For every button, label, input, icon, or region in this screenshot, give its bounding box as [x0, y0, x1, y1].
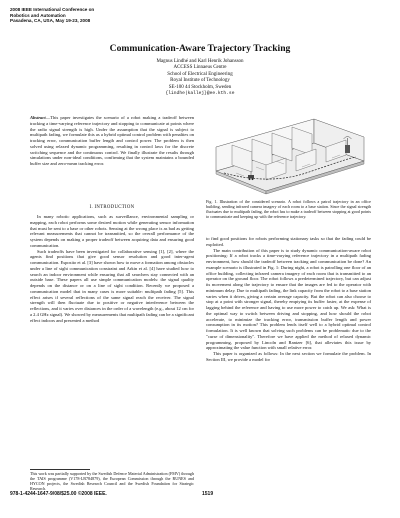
office-floor-illustration [206, 113, 371, 197]
conference-header [10, 7, 94, 24]
introduction-body [30, 214, 194, 323]
body-paragraph: The main contribution of this paper is to study dynamic communication-aware robot positioning: If a robot tracks a time-varying reference trajectory in a multipath fading environment, how should the tradeoff between tracking and communication be done? An example scenario is illustrated in Fig. 1: During night, a robot is patrolling one floor of an office building, collecting infrared camera imagery of each room that is transmitted to an operator on the ground floor. The robot follows a predetermined trajectory, but can adjust its movement along the trajectory to ensure that the images are fed to the operator with minimum delay. Due to multipath fading, the link capacity from the robot to a base station varies when it drives, giving a certain average capacity. But the robot can also choose to stop at a point with stronger signal, thereby emptying its buffer faster, at the expense of lagging behind the reference and having to use more power to catch up. We ask: What is the optimal way to switch between driving and stopping, and how should the robot accelerate, to minimize the tracking error, transmission buffer length and power consumption in its motion? This problem lends itself well to a hybrid optimal control formulation. It is well known that solving such problems can be problematic due to the "curse of dimensionality". Therefore we have applied the method of relaxed dynamic programming, proposed by Lincoln and Rantzer [6], that alleviates this issue by approximating the value function with small relative error. [206, 247, 371, 351]
intro-paragraph: In many robotic applications, such as surveillance, environmental sampling or mapping, each robot performs some desired motion while generating sensor information that must be sent to a base or other robots. Sensing at the wrong place is as bad as getting relevant measurements that cannot be transmitted, so the overall performance of the system depends on making a proper tradeoff between acquiring data and ensuring good communication. [30, 214, 194, 248]
affiliation-1: ACCESS Linnaeus Centre [173, 65, 227, 71]
affiliation-3: Royal Institute of Technology [170, 78, 230, 84]
conference-line-2: Robotics and Automation [10, 12, 66, 18]
abstract [30, 115, 194, 167]
figure-caption: Fig. 1. Illustration of the considered scenario. A robot follows a patrol trajectory in an office building, sending infrared camera imagery of each room to a base station. Since the signal strength fluctuates due to multipath fading, the robot has to make a tradeoff between stopping at good points to communicate and keeping up with the reference trajectory. [206, 199, 371, 219]
affiliation-2: School of Electrical Engineering [167, 71, 233, 77]
conference-line-1: 2008 IEEE International Conference on [10, 7, 95, 12]
conference-line-3: Pasadena, CA, USA, May 19-23, 2008 [10, 18, 91, 24]
section-heading-introduction: I. INTRODUCTION [89, 205, 135, 210]
page-number: 1519 [202, 491, 214, 497]
author-email: {lindhe|kallej}@ee.kth.se [165, 91, 235, 97]
copyright-notice: 978-1-4244-1647-9/08/$25.00 ©2008 IEEE. [10, 491, 107, 497]
footnote-rule [30, 469, 90, 470]
right-column-body [206, 236, 371, 363]
abstract-label: Abstract [30, 115, 46, 120]
body-paragraph: This paper is organized as follows: In the next section we formulate the problem. In Section III, we provide a model for [206, 351, 371, 362]
author-names: Magnus Lindhé and Karl Henrik Johansson [156, 59, 244, 64]
body-paragraph: to find good positions for robots performing stationary tasks so that the fading could be exploited. [206, 236, 371, 247]
abstract-text: —This paper investigates the scenario of a robot making a tradeoff between tracking a time-varying reference trajectory and stopping to communicate at points where the radio signal strength is high. Under the assumption that the signal is subject to multipath fading, we formulate this as a hybrid optimal control problem with penalties on tracking error, communication buffer length and control power. The problem is then solved using relaxed dynamic programming, resulting in control laws for the discrete switching sequence and the continuous control. We finally illustrate the results through simulations under non-ideal conditions, confirming that the system maintains a bounded buffer size and zero-mean tracking error. [30, 115, 194, 166]
funding-footnote: This work was partially supported by the Swedish Defence Material Administration (FMV) through the TAIS programme (V178-LB784879), the European Commission through the RUNES and HYCON projects, the Swedish Research Council and the Swedish Foundation for Strategic Research. [30, 471, 194, 491]
author-block [0, 59, 400, 97]
figure-1 [206, 113, 371, 197]
affiliation-4: SE-100 44 Stockholm, Sweden [168, 84, 232, 90]
paper-title: Communication-Aware Trajectory Tracking [109, 43, 291, 54]
intro-paragraph: Such tradeoffs have been investigated for collaborative sensing [1], [2], where the agents find positions that give good sensor resolution and good inter-agent communication. Esposito et al. [3] have shown how to move a formation among obstacles under a line of sight communication constraint and Arkin et al. [4] have studied how to search an indoor environment while ensuring that all searchers stay connected with an outside base. These papers all use simple communication models: the signal quality depends on the distance or on a line of sight condition. Recently we proposed a communication model that in many cases is more suitable: multipath fading [5]. This effect arises if several reflections of the same signal reach the receiver. The signal strength will then fluctuate due to positive or negative interference between the reflections, and it varies over distances in the order of a wavelength (e.g., about 12 cm for a 2.4 GHz signal). We showed by measurements that multipath fading can be a significant effect indoors and presented a method [30, 248, 194, 323]
